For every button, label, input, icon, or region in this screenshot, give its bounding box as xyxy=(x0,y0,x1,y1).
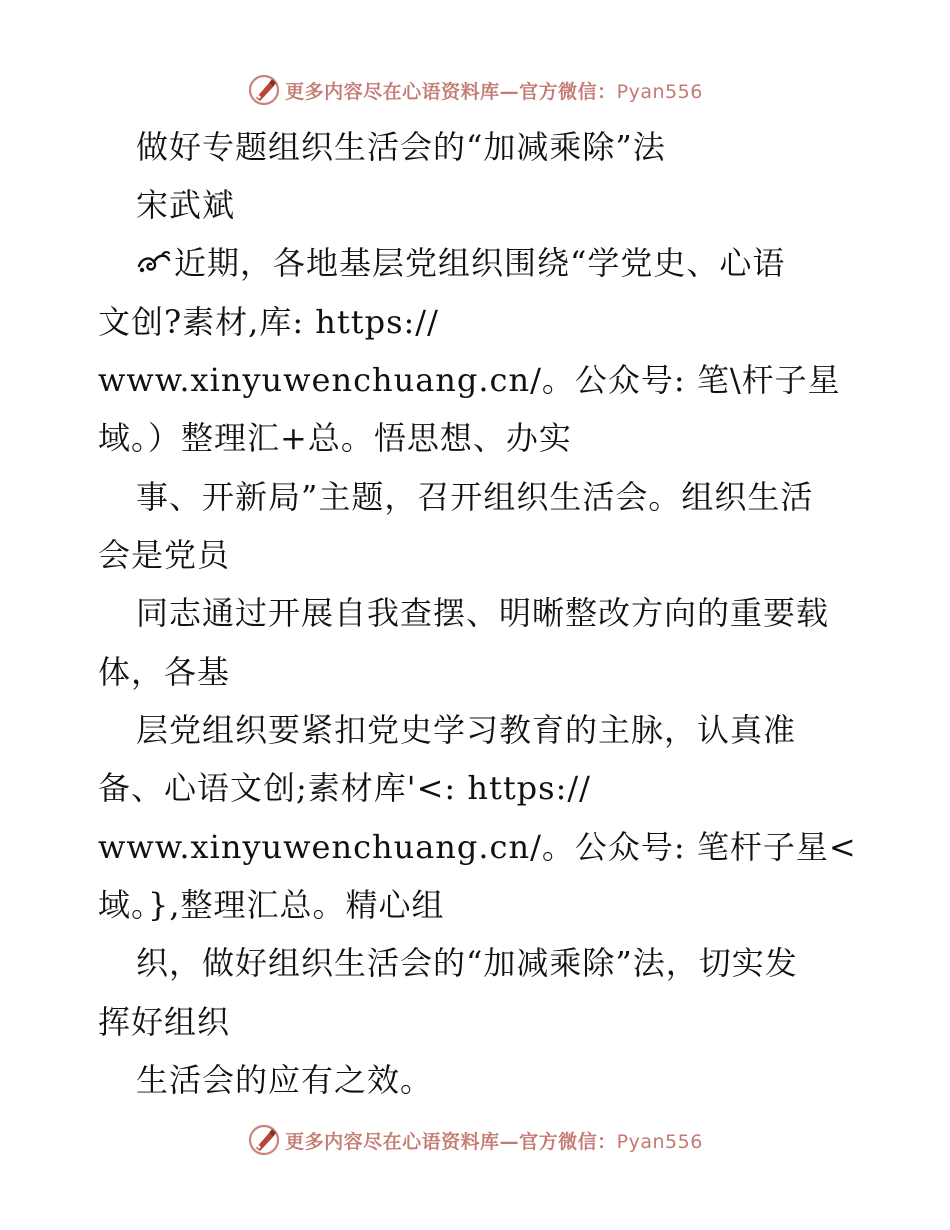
watermark-text: 更多内容尽在心语资料库—官方微信： xyxy=(285,1130,617,1153)
document-title: 做好专题组织生活会的“加减乘除”法 xyxy=(136,128,666,166)
watermark-text: 更多内容尽在心语资料库—官方微信： xyxy=(285,80,617,103)
paragraph-line: 同志通过开展自我查摆、明晰整改方向的重要载 xyxy=(136,594,830,632)
paragraph-line: 域。）整理汇+总。悟思想、办实 xyxy=(98,419,572,457)
paragraph-line: 生活会的应有之效。 xyxy=(136,1061,434,1099)
document-author: 宋武斌 xyxy=(136,186,236,224)
watermark-handle: Pyan556 xyxy=(616,80,703,103)
paragraph-line: 层党组织要紧扣党史学习教育的主脉，认真准 xyxy=(136,711,797,749)
watermark-handle: Pyan556 xyxy=(616,1130,703,1153)
paragraph-line: www.xinyuwenchuang.cn/。公众号: 笔杆子星< xyxy=(98,828,857,866)
paragraph-line xyxy=(136,243,785,283)
paragraph-text: 近期，各地基层党组织围绕“学党史、心语 xyxy=(174,244,786,282)
paragraph-line: 体，各基 xyxy=(98,653,231,691)
paragraph-line: 事、开新局”主题，召开组织生活会。组织生活 xyxy=(136,478,814,516)
watermark-footer xyxy=(0,1120,950,1160)
pen-nib-logo-icon xyxy=(247,1123,281,1157)
paragraph-line: 织，做好组织生活会的“加减乘除”法，切实发 xyxy=(136,944,798,982)
paragraph-line: 挥好组织 xyxy=(98,1003,231,1041)
paragraph-line: 备、心语文创;素材库'<: https:// xyxy=(98,769,591,807)
paragraph-line: 文创?素材,库: https:// xyxy=(98,303,439,341)
paragraph-line: www.xinyuwenchuang.cn/。公众号: 笔\杆子星 xyxy=(98,361,841,399)
paragraph-line: 会是党员 xyxy=(98,536,231,574)
paragraph-line: 域。},整理汇总。精心组 xyxy=(98,886,445,924)
floral-ornament-icon xyxy=(136,246,172,278)
